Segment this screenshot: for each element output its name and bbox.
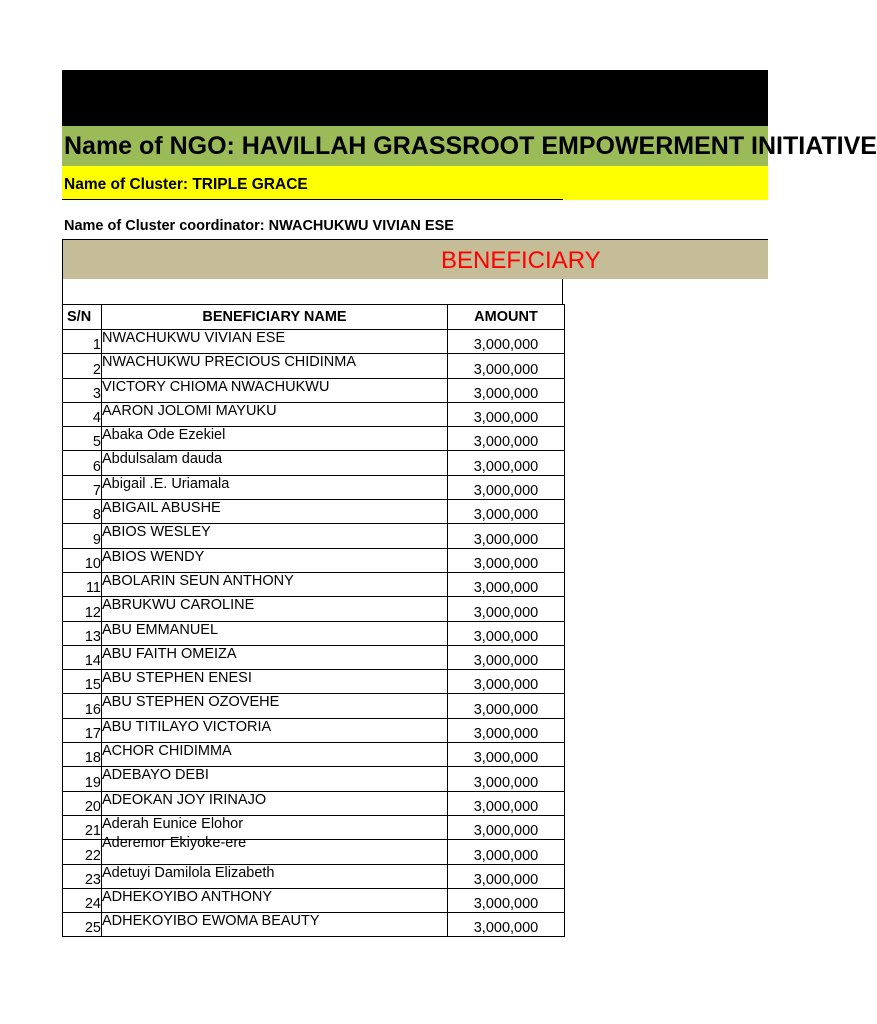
spacer-row xyxy=(62,279,563,305)
row-amount: 3,000,000 xyxy=(448,524,565,548)
row-amount: 3,000,000 xyxy=(448,451,565,475)
row-sn: 6 xyxy=(63,451,102,475)
table-header-row xyxy=(63,305,565,330)
row-sn: 22 xyxy=(63,840,102,864)
row-amount: 3,000,000 xyxy=(448,354,565,378)
row-beneficiary-name: ABIGAIL ABUSHE xyxy=(102,500,448,524)
row-amount: 3,000,000 xyxy=(448,840,565,864)
row-sn: 8 xyxy=(63,500,102,524)
table-row xyxy=(63,718,565,742)
row-amount: 3,000,000 xyxy=(448,791,565,815)
row-amount: 3,000,000 xyxy=(448,572,565,596)
table-row xyxy=(63,694,565,718)
table-row xyxy=(63,597,565,621)
table-row xyxy=(63,500,565,524)
table-row xyxy=(63,330,565,354)
row-beneficiary-name: ADEBAYO DEBI xyxy=(102,767,448,791)
header-name: BENEFICIARY NAME xyxy=(102,305,448,330)
row-amount: 3,000,000 xyxy=(448,548,565,572)
row-sn: 2 xyxy=(63,354,102,378)
row-sn: 1 xyxy=(63,330,102,354)
table-row xyxy=(63,524,565,548)
table-row xyxy=(63,354,565,378)
row-beneficiary-name: ABIOS WENDY xyxy=(102,548,448,572)
row-beneficiary-name: ADHEKOYIBO ANTHONY xyxy=(102,888,448,912)
row-amount: 3,000,000 xyxy=(448,427,565,451)
row-sn: 18 xyxy=(63,743,102,767)
row-sn: 14 xyxy=(63,645,102,669)
row-sn: 10 xyxy=(63,548,102,572)
row-sn: 4 xyxy=(63,402,102,426)
row-beneficiary-name: ABU TITILAYO VICTORIA xyxy=(102,718,448,742)
table-row xyxy=(63,451,565,475)
row-beneficiary-name: ABIOS WESLEY xyxy=(102,524,448,548)
table-row xyxy=(63,572,565,596)
row-amount: 3,000,000 xyxy=(448,694,565,718)
row-beneficiary-name xyxy=(102,835,448,864)
row-beneficiary-name: Aderah Eunice Elohor xyxy=(102,815,448,839)
row-beneficiary-name: ABU STEPHEN ENESI xyxy=(102,670,448,694)
row-amount: 3,000,000 xyxy=(448,330,565,354)
row-beneficiary-name: Abaka Ode Ezekiel xyxy=(102,427,448,451)
row-sn: 19 xyxy=(63,767,102,791)
row-sn: 20 xyxy=(63,791,102,815)
row-beneficiary-name: Adetuyi Damilola Elizabeth xyxy=(102,864,448,888)
row-amount: 3,000,000 xyxy=(448,888,565,912)
row-beneficiary-name: ABRUKWU CAROLINE xyxy=(102,597,448,621)
table-row xyxy=(63,864,565,888)
row-sn: 9 xyxy=(63,524,102,548)
row-sn: 17 xyxy=(63,718,102,742)
row-sn: 11 xyxy=(63,572,102,596)
ngo-name: Name of NGO: HAVILLAH GRASSROOT EMPOWERMENT INITIATIVE xyxy=(64,132,877,160)
row-sn: 21 xyxy=(63,815,102,839)
table-row xyxy=(63,888,565,912)
row-amount: 3,000,000 xyxy=(448,645,565,669)
row-amount: 3,000,000 xyxy=(448,402,565,426)
row-sn: 13 xyxy=(63,621,102,645)
row-sn: 7 xyxy=(63,475,102,499)
row-amount: 3,000,000 xyxy=(448,718,565,742)
table-row xyxy=(63,402,565,426)
row-amount: 3,000,000 xyxy=(448,597,565,621)
row-sn: 24 xyxy=(63,888,102,912)
row-amount: 3,000,000 xyxy=(448,475,565,499)
cluster-coordinator: Name of Cluster coordinator: NWACHUKWU VIVIAN ESE xyxy=(64,218,454,234)
row-beneficiary-name: ABU EMMANUEL xyxy=(102,621,448,645)
row-beneficiary-name: ADHEKOYIBO EWOMA BEAUTY xyxy=(102,913,448,937)
row-amount: 3,000,000 xyxy=(448,743,565,767)
row-amount: 3,000,000 xyxy=(448,500,565,524)
row-amount: 3,000,000 xyxy=(448,864,565,888)
row-beneficiary-name: ABU FAITH OMEIZA xyxy=(102,645,448,669)
row-sn: 25 xyxy=(63,913,102,937)
row-amount: 3,000,000 xyxy=(448,621,565,645)
row-beneficiary-name: ACHOR CHIDIMMA xyxy=(102,743,448,767)
table-row xyxy=(63,475,565,499)
row-beneficiary-name-text: Aderemor Ekiyoke-ere xyxy=(102,835,247,852)
row-amount: 3,000,000 xyxy=(448,670,565,694)
row-sn: 16 xyxy=(63,694,102,718)
table-row xyxy=(63,427,565,451)
row-beneficiary-name: VICTORY CHIOMA NWACHUKWU xyxy=(102,378,448,402)
row-sn: 5 xyxy=(63,427,102,451)
row-amount: 3,000,000 xyxy=(448,815,565,839)
row-amount: 3,000,000 xyxy=(448,913,565,937)
table-row xyxy=(63,378,565,402)
table-row xyxy=(63,743,565,767)
table-row xyxy=(63,840,565,864)
header-amount: AMOUNT xyxy=(448,305,565,330)
beneficiary-banner-title: BENEFICIARY xyxy=(441,247,601,274)
row-beneficiary-name: ADEOKAN JOY IRINAJO xyxy=(102,791,448,815)
row-sn: 3 xyxy=(63,378,102,402)
ngo-band xyxy=(62,126,877,166)
row-beneficiary-name: ABU STEPHEN OZOVEHE xyxy=(102,694,448,718)
row-amount: 3,000,000 xyxy=(448,378,565,402)
divider xyxy=(62,199,563,200)
row-beneficiary-name: NWACHUKWU VIVIAN ESE xyxy=(102,330,448,354)
table-row xyxy=(63,913,565,937)
table-row xyxy=(63,767,565,791)
header-sn: S/N xyxy=(63,305,102,330)
table-row xyxy=(63,621,565,645)
table-row xyxy=(63,645,565,669)
row-sn: 23 xyxy=(63,864,102,888)
table-row xyxy=(63,791,565,815)
header-black-band xyxy=(62,70,768,126)
table-row xyxy=(63,670,565,694)
table-row xyxy=(63,548,565,572)
beneficiary-table xyxy=(62,304,565,937)
row-beneficiary-name: NWACHUKWU PRECIOUS CHIDINMA xyxy=(102,354,448,378)
row-sn: 15 xyxy=(63,670,102,694)
row-sn: 12 xyxy=(63,597,102,621)
row-amount: 3,000,000 xyxy=(448,767,565,791)
cluster-band xyxy=(62,166,768,200)
row-beneficiary-name: AARON JOLOMI MAYUKU xyxy=(102,402,448,426)
row-beneficiary-name: ABOLARIN SEUN ANTHONY xyxy=(102,572,448,596)
row-beneficiary-name: Abdulsalam dauda xyxy=(102,451,448,475)
beneficiary-banner xyxy=(62,239,768,279)
cluster-name: Name of Cluster: TRIPLE GRACE xyxy=(64,176,308,193)
row-beneficiary-name: Abigail .E. Uriamala xyxy=(102,475,448,499)
